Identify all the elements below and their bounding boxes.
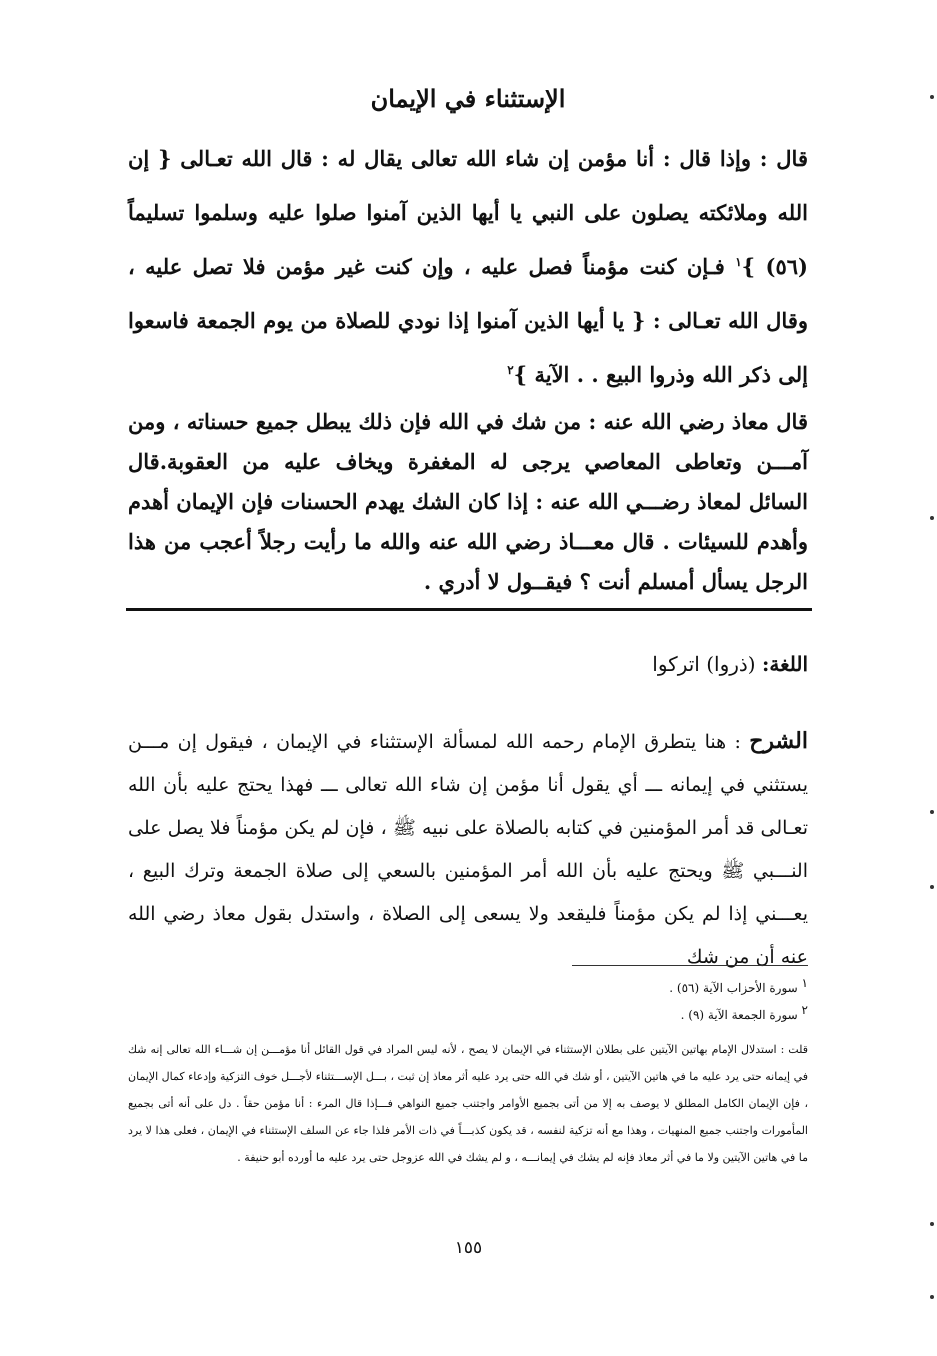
footnote-divider: [572, 965, 808, 966]
footnote-1: [128, 975, 808, 1002]
editor-note-text: قلت : استدلال الإمام بهاتين الآيتين على بطلان الإستثناء في الإيمان لا يصح ، لأنه ليس المراد في قول القائل أنا مؤمـــن إن شـــاء الله تعالى إنه شك في إيمانه حتى يرد عليه ما في هاتين الآيتين ، أو شك في الله حتى يرد عليه أثر معاذ إن ثبت ، بـــل الإســـتثناء لأجـــل خوف التزكية وإدعاء كمال الإيمان ، فإن الإيمان الكامل المطلق لا يوصف به إلا من أتى بجميع الأوامر واجتنب جميع النواهي فـــإذا قال المرء : أنا مؤمن حقاً . دل على أنه أتى بجميع المأمورات واجتنب جميع المنهيات ، وهذا مع أنه تزكية لنفسه ، قد يكون كذبـــاً في ذات الأمر فلذا جاء عن السلف الإستثناء في الإيمان ، فعلى هذا لا يرد ما في هاتين الآيتين ولا ما في أثر معاذ فإنه لم يشك في إيمانـــه ، و لم يشك في الله عزوجل حتى يرد عليه ما أورده أبو حنيفة .: [128, 1043, 808, 1164]
footnote-2: [128, 1002, 808, 1029]
section-divider: [126, 608, 812, 611]
footnote-ref-1: ١: [735, 255, 742, 269]
main-paragraph-1-continued: فـإن كنت مؤمناً فصل عليه ، وإن كنت غير مؤمن فلا تصل عليه ، وقال الله تعـالى : { يا أيها الذين آمنوا إذا نودي للصلاة من يوم الجمعة فاسعوا إلى ذكر الله وذروا البيع . . الآية }: [128, 254, 808, 387]
main-paragraph-2: قال معاذ رضي الله عنه : من شك في الله فإن ذلك يبطل جميع حسناته ، ومن آمـــن وتعاطى المعاصي يرجى له المغفرة ويخاف عليه من العقوبة.قال السائل لمعاذ رضـــي الله عنه : إذا كان الشك يهدم الحسنات فإن الإيمان أهدم وأهدم للسيئات . قال معـــاذ رضي الله عنه والله ما رأيت رجلاً أعجب من هذا الرجل يسأل أمسلم أنت ؟ فيقــول لا أدري .: [128, 409, 808, 594]
margin-mark: [930, 885, 934, 889]
margin-mark: [930, 516, 934, 520]
footnotes: [128, 975, 808, 1029]
commentary-label: الشرح: [749, 728, 808, 754]
page-number: ١٥٥: [454, 1238, 483, 1258]
commentary-paragraph: [128, 720, 808, 979]
margin-mark: [930, 1222, 934, 1226]
margin-mark: [930, 95, 934, 99]
footnote-2-text: سورة الجمعة الآية (٩) .: [680, 1008, 802, 1022]
footnote-2-number: ٢: [801, 1003, 808, 1017]
commentary-text: : هنا يتطرق الإمام رحمه الله لمسألة الإستثناء في الإيمان ، فيقول إن مـــن يستثني في إيمانه ـــ أي يقول أنا مؤمن إن شاء الله تعالى ـــ فهذا يحتج عليه بأن الله تعـالى قد أمر المؤمنين في كتابه بالصلاة على نبيه ﷺ ، فإن لم يكن مؤمناً فلا يصل على النـــبي ﷺ ويحتج عليه بأن الله أمر المؤمنين بالسعي إلى صلاة الجمعة وترك البيع ، يعـــني إذا لم يكن مؤمناً فليقعد ولا يسعى إلى الصلاة ، واستدل بقول معاذ رضي الله عنه أن من شك: [128, 731, 808, 968]
margin-mark: [930, 810, 934, 814]
editor-note: [128, 1036, 808, 1171]
commentary: [128, 720, 808, 979]
vocabulary-text: (ذروا) اتركوا: [652, 652, 762, 676]
main-paragraph-1: [128, 132, 808, 402]
vocabulary-label: اللغة:: [761, 652, 808, 676]
vocabulary-note: [128, 652, 808, 676]
page-title: الإستثناء في الإيمان: [370, 84, 566, 113]
main-paragraph-1-text: قال : وإذا قال : أنا مؤمن إن شاء الله تعالى يقال له : قال الله تعـالى { إن الله وملائكته يصلون على النبي يا أيها الذين آمنوا صلوا عليه وسلموا تسليماً (٥٦) }: [128, 146, 808, 279]
margin-mark: [930, 1295, 934, 1299]
footnote-1-number: ١: [801, 976, 808, 990]
main-text: [128, 132, 808, 602]
footnote-ref-2: ٢: [507, 363, 514, 377]
footnote-1-text: سورة الأحزاب الآية (٥٦) .: [669, 981, 802, 995]
